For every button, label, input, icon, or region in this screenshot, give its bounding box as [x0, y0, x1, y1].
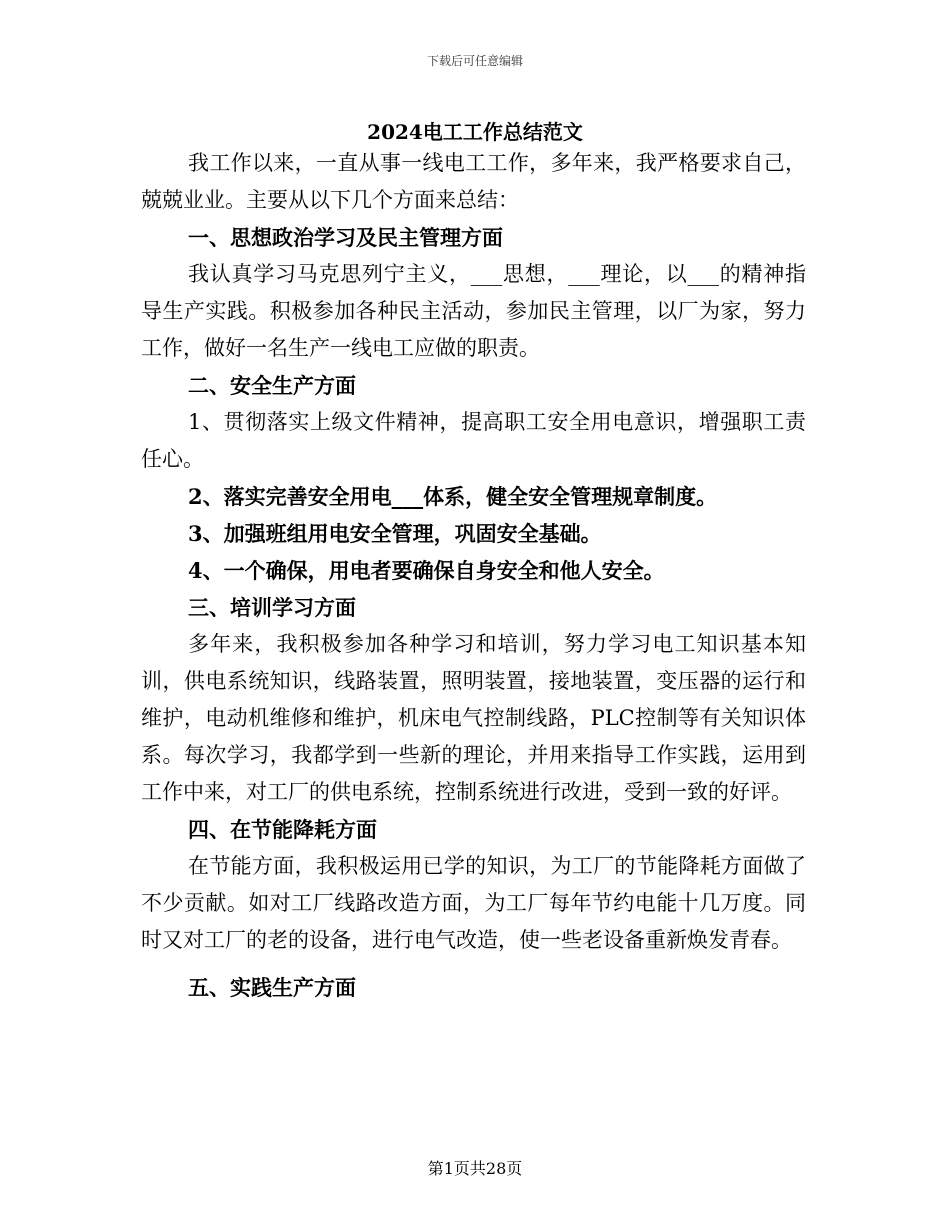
section-2-item-3: 3、加强班组用电安全管理，巩固安全基础。 — [188, 521, 602, 546]
section-2-item-1: 1、贯彻落实上级文件精神，提高职工安全用电意识，增强职工责任心。 — [141, 410, 806, 471]
section-2-item-2: 2、落实完善安全用电___体系，健全安全管理规章制度。 — [188, 484, 718, 509]
section-4-paragraph: 在节能方面，我积极运用已学的知识，为工厂的节能降耗方面做了不少贡献。如对工厂线路改造方面，为工厂每年节约电能十几万度。同时又对工厂的老的设备，进行电气改造，使一些老设备重新焕发青春。 — [141, 854, 806, 952]
section-heading-5: 五、实践生产方面 — [188, 975, 356, 1000]
intro-paragraph: 我工作以来，一直从事一线电工工作，多年来，我严格要求自己，兢兢业业。主要从以下几个方面来总结： — [141, 151, 806, 212]
section-heading-2: 二、安全生产方面 — [188, 373, 356, 398]
section-heading-4: 四、在节能降耗方面 — [188, 817, 377, 842]
section-3-paragraph: 多年来，我积极参加各种学习和培训，努力学习电工知识基本知训，供电系统知识，线路装置，照明装置，接地装置，变压器的运行和维护，电动机维修和维护，机床电气控制线路，PLC控制等有关知识体系。每次学习，我都学到一些新的理论，并用来指导工作实践，运用到工作中来，对工厂的供电系统，控制系统进行改进，受到一致的好评。 — [141, 632, 806, 804]
section-2-item-4: 4、一个确保，用电者要确保自身安全和他人安全。 — [188, 558, 665, 583]
page-number-footer: 第1页共28页 — [427, 1159, 523, 1178]
document-body — [141, 145, 806, 1006]
document-title: 2024电工工作总结范文 — [367, 120, 583, 144]
page-header-note: 下载后可任意编辑 — [426, 54, 523, 68]
section-heading-3: 三、培训学习方面 — [188, 595, 356, 620]
section-1-paragraph: 我认真学习马克思列宁主义，___思想，___理论，以___的精神指导生产实践。积极参加各种民主活动，参加民主管理，以厂为家，努力工作，做好一名生产一线电工应做的职责。 — [141, 262, 806, 360]
section-heading-1: 一、思想政治学习及民主管理方面 — [188, 225, 503, 250]
